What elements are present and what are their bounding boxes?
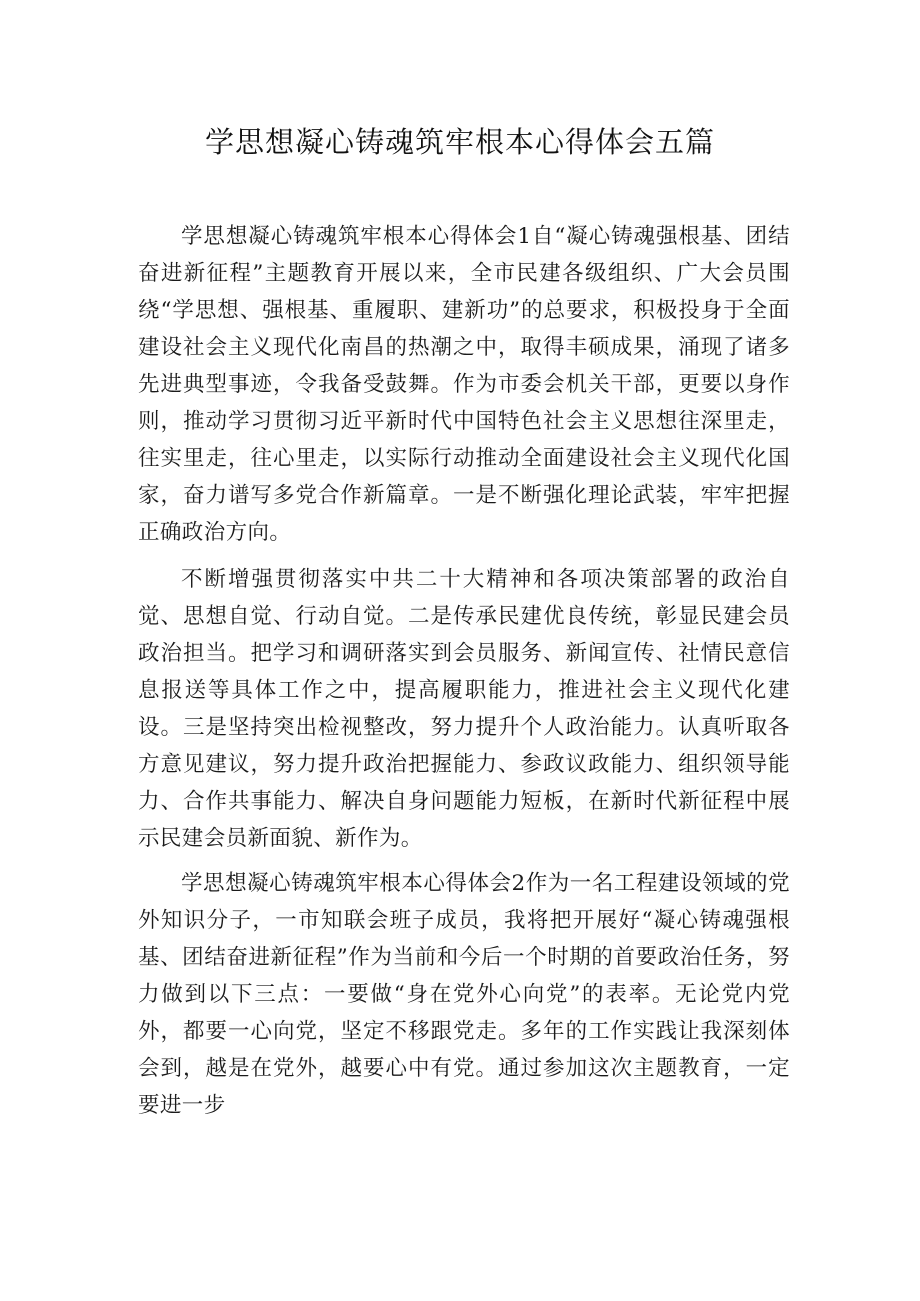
paragraph-2: 不断增强贯彻落实中共二十大精神和各项决策部署的政治自觉、思想自觉、行动自觉。二是传承民建优良传统，彰显民建会员政治担当。把学习和调研落实到会员服务、新闻宣传、社情民意信息报送等具体工作之中，提高履职能力，推进社会主义现代化建设。三是坚持突出检视整改，努力提升个人政治能力。认真听取各方意见建议，努力提升政治把握能力、参政议政能力、组织领导能力、合作共事能力、解决自身问题能力短板，在新时代新征程中展示民建会员新面貌、新作为。 — [138, 567, 790, 851]
paragraph-1: 学思想凝心铸魂筑牢根本心得体会1自“凝心铸魂强根基、团结奋进新征程”主题教育开展以来，全市民建各级组织、广大会员围绕“学思想、强根基、重履职、建新功”的总要求，积极投身于全面建设社会主义现代化南昌的热潮之中，取得丰硕成果，涌现了诸多先进典型事迹，令我备受鼓舞。作为市委会机关干部，更要以身作则，推动学习贯彻习近平新时代中国特色社会主义思想往深里走，往实里走，往心里走，以实际行动推动全面建设社会主义现代化国家，奋力谱写多党合作新篇章。一是不断强化理论武装，牢牢把握正确政治方向。 — [138, 224, 790, 545]
document-title: 学思想凝心铸魂筑牢根本心得体会五篇 — [204, 125, 715, 159]
document-body — [138, 218, 790, 1124]
paragraph-3: 学思想凝心铸魂筑牢根本心得体会2作为一名工程建设领域的党外知识分子，一市知联会班子成员，我将把开展好“凝心铸魂强根基、团结奋进新征程”作为当前和今后一个时期的首要政治任务，努力做到以下三点：一要做“身在党外心向党”的表率。无论党内党外，都要一心向党，坚定不移跟党走。多年的工作实践让我深刻体会到，越是在党外，越要心中有党。通过参加这次主题教育，一定要进一步 — [138, 871, 790, 1118]
